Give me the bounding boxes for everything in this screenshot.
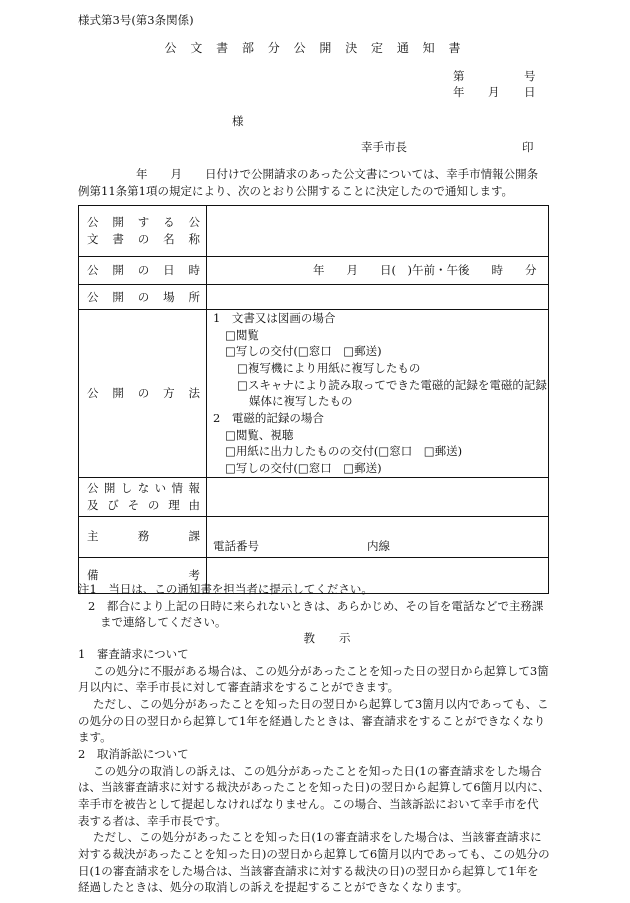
label-char: 課 <box>188 529 200 544</box>
method-option: □閲覧、視聴 <box>225 427 294 442</box>
method-label <box>79 310 207 478</box>
number-suffix: 号 <box>524 69 536 83</box>
phone-label: 電話番号 <box>213 539 259 554</box>
label-char: 所 <box>188 289 200 304</box>
datetime-label <box>79 257 207 285</box>
number-label: 第 <box>453 69 465 83</box>
section-1-paragraph-1: この処分に不服がある場合は、この処分があったことを知った日の翌日から起算して3箇月以内に、幸手市長に対して審査請求をすることができます。 <box>78 663 549 695</box>
label-char: 方 <box>163 386 175 401</box>
label-char: 時 <box>188 263 200 278</box>
notice-title: 教示 <box>303 631 375 645</box>
label-char: 公 <box>87 386 99 401</box>
label-char: 開 <box>112 263 124 278</box>
label-char: 理 <box>168 497 180 512</box>
datetime-value <box>207 257 549 285</box>
method-option: □写しの交付(□窓口 □郵送) <box>225 344 382 359</box>
label-line <box>87 385 200 402</box>
method-option: □用紙に出力したものの交付(□窓口 □郵送) <box>225 444 463 459</box>
decision-table <box>78 205 549 594</box>
label-char: 公 <box>188 215 200 230</box>
nondisclosure-label <box>79 477 207 516</box>
sender-name: 幸手市長 <box>361 140 407 154</box>
table-row <box>79 285 549 310</box>
method-option: □写しの交付(□窓口 □郵送) <box>225 461 382 476</box>
label-char: 開 <box>112 289 124 304</box>
section-1-title: 1 審査請求について <box>78 647 189 661</box>
label-line <box>87 231 200 248</box>
label-char: 公 <box>87 481 99 496</box>
label-char: 及 <box>87 497 99 512</box>
label-char: な <box>137 481 150 496</box>
label-char: し <box>120 481 133 496</box>
table-row <box>79 477 549 516</box>
label-char: 日 <box>163 263 175 278</box>
department-value <box>207 516 549 557</box>
table-row <box>79 516 549 557</box>
label-char: る <box>163 215 175 230</box>
datetime-parts <box>213 262 542 279</box>
label-char: の <box>137 386 150 401</box>
method-heading-1: 1 文書又は図画の場合 <box>213 311 336 325</box>
label-char: 名 <box>163 232 175 246</box>
method-suboption: □複写機により用紙に複写したもの <box>237 361 421 376</box>
intro-paragraph <box>78 166 548 199</box>
note-1: 注1 当日は、この通知書を担当者に提示してください。 <box>78 582 373 596</box>
label-char: 日( )午前・午後 <box>380 263 470 278</box>
label-char: 月 <box>346 263 358 278</box>
date-month-label: 月 <box>488 85 500 99</box>
label-line <box>87 497 200 514</box>
method-option: □閲覧 <box>225 327 259 342</box>
date-year-label: 年 <box>453 85 465 99</box>
document-name-label <box>79 206 207 257</box>
label-line <box>87 528 200 545</box>
label-char: 法 <box>188 386 200 401</box>
label-char: の <box>137 232 150 246</box>
label-char: 称 <box>188 232 200 246</box>
label-char: 年 <box>313 263 325 278</box>
label-char: 考 <box>188 567 200 582</box>
label-line <box>87 480 200 497</box>
document-title: 公 文 書 部 分 公 開 決 定 通 知 書 <box>164 41 466 55</box>
document-name-value <box>207 206 549 257</box>
label-char: す <box>137 215 150 230</box>
label-char: 公 <box>87 215 99 230</box>
label-char: の <box>147 497 160 512</box>
notice-body <box>78 646 550 896</box>
label-char: の <box>137 263 150 278</box>
label-char: の <box>137 289 150 304</box>
section-2-paragraph-1: この処分の取消しの訴えは、この処分があったことを知った日(1の審査請求をした場合は、当該審査請求に対する裁決があったことを知った日)の翌日から起算して6箇月以内に、幸手市を被告として提起しなければなりません。この場合、当該訴訟において幸手市を代表する者は、幸手市長です。 <box>78 763 550 828</box>
intro-line-1: 年 月 日付けで公開請求のあった公文書については、幸手市情報公開条 <box>136 167 539 181</box>
date-day-label: 日 <box>524 85 536 99</box>
intro-line-2: 例第11条第1項の規定により、次のとおり公開することに決定したので通知します。 <box>78 183 514 198</box>
seal-mark: 印 <box>522 140 534 154</box>
addressee-honorific: 様 <box>232 114 244 128</box>
label-char: 開 <box>112 215 124 230</box>
label-char: 報 <box>188 481 200 496</box>
label-char: 時 <box>491 263 503 278</box>
label-char: い <box>154 481 167 496</box>
label-char: 分 <box>524 263 537 278</box>
label-char: 主 <box>87 529 99 544</box>
extension-label: 内線 <box>367 539 390 554</box>
label-line <box>87 262 200 279</box>
section-2-title: 2 取消訴訟について <box>78 747 189 762</box>
label-char: 情 <box>171 481 184 496</box>
label-char: 文 <box>87 232 99 246</box>
label-char: 備 <box>87 567 99 582</box>
label-char: 務 <box>137 529 150 544</box>
label-char: 由 <box>188 497 200 512</box>
table-row <box>79 257 549 285</box>
label-char: 開 <box>103 481 116 496</box>
note-2: 2 都合により上記の日時に来られないときは、あらかじめ、その旨を電話などで主務課まで連絡してください。 <box>88 598 544 630</box>
label-char: び <box>107 497 119 512</box>
label-char: 場 <box>163 289 175 304</box>
method-suboption: □スキャナにより読み取ってできた電磁的記録を電磁的記録 <box>237 377 547 392</box>
section-2-paragraph-2: ただし、この処分があったことを知った日(1の審査請求をした場合は、当該審査請求に対する裁決があったことを知った日)の翌日から起算して6箇月以内であっても、この処分の日(1の審査請求をした場合は、当該審査請求に対する裁決の日)の翌日から起算して1年を経過したときは、処分の取消しの訴えを提起することができなくなります。 <box>78 830 550 895</box>
label-line <box>87 289 200 306</box>
nondisclosure-value <box>207 477 549 516</box>
place-value <box>207 285 549 310</box>
label-char: 書 <box>112 232 124 246</box>
label-char: 開 <box>112 386 124 401</box>
section-1-paragraph-2: ただし、この処分があったことを知った日の翌日から起算して3箇月以内であっても、この処分の日の翌日から起算して1年を経過したときは、審査請求をすることができなくなります。 <box>78 697 549 745</box>
label-char: 公 <box>87 289 99 304</box>
place-label <box>79 285 207 310</box>
method-value <box>207 310 549 478</box>
table-row <box>79 310 549 478</box>
form-number: 様式第3号(第3条関係) <box>78 13 194 27</box>
method-heading-2: 2 電磁的記録の場合 <box>213 411 324 426</box>
method-suboption-cont: 媒体に複写したもの <box>249 394 353 409</box>
label-line <box>87 214 200 231</box>
label-char: 公 <box>87 263 99 278</box>
label-char: そ <box>127 497 140 512</box>
department-label <box>79 516 207 557</box>
table-row <box>79 206 549 257</box>
notes-section <box>78 581 553 631</box>
